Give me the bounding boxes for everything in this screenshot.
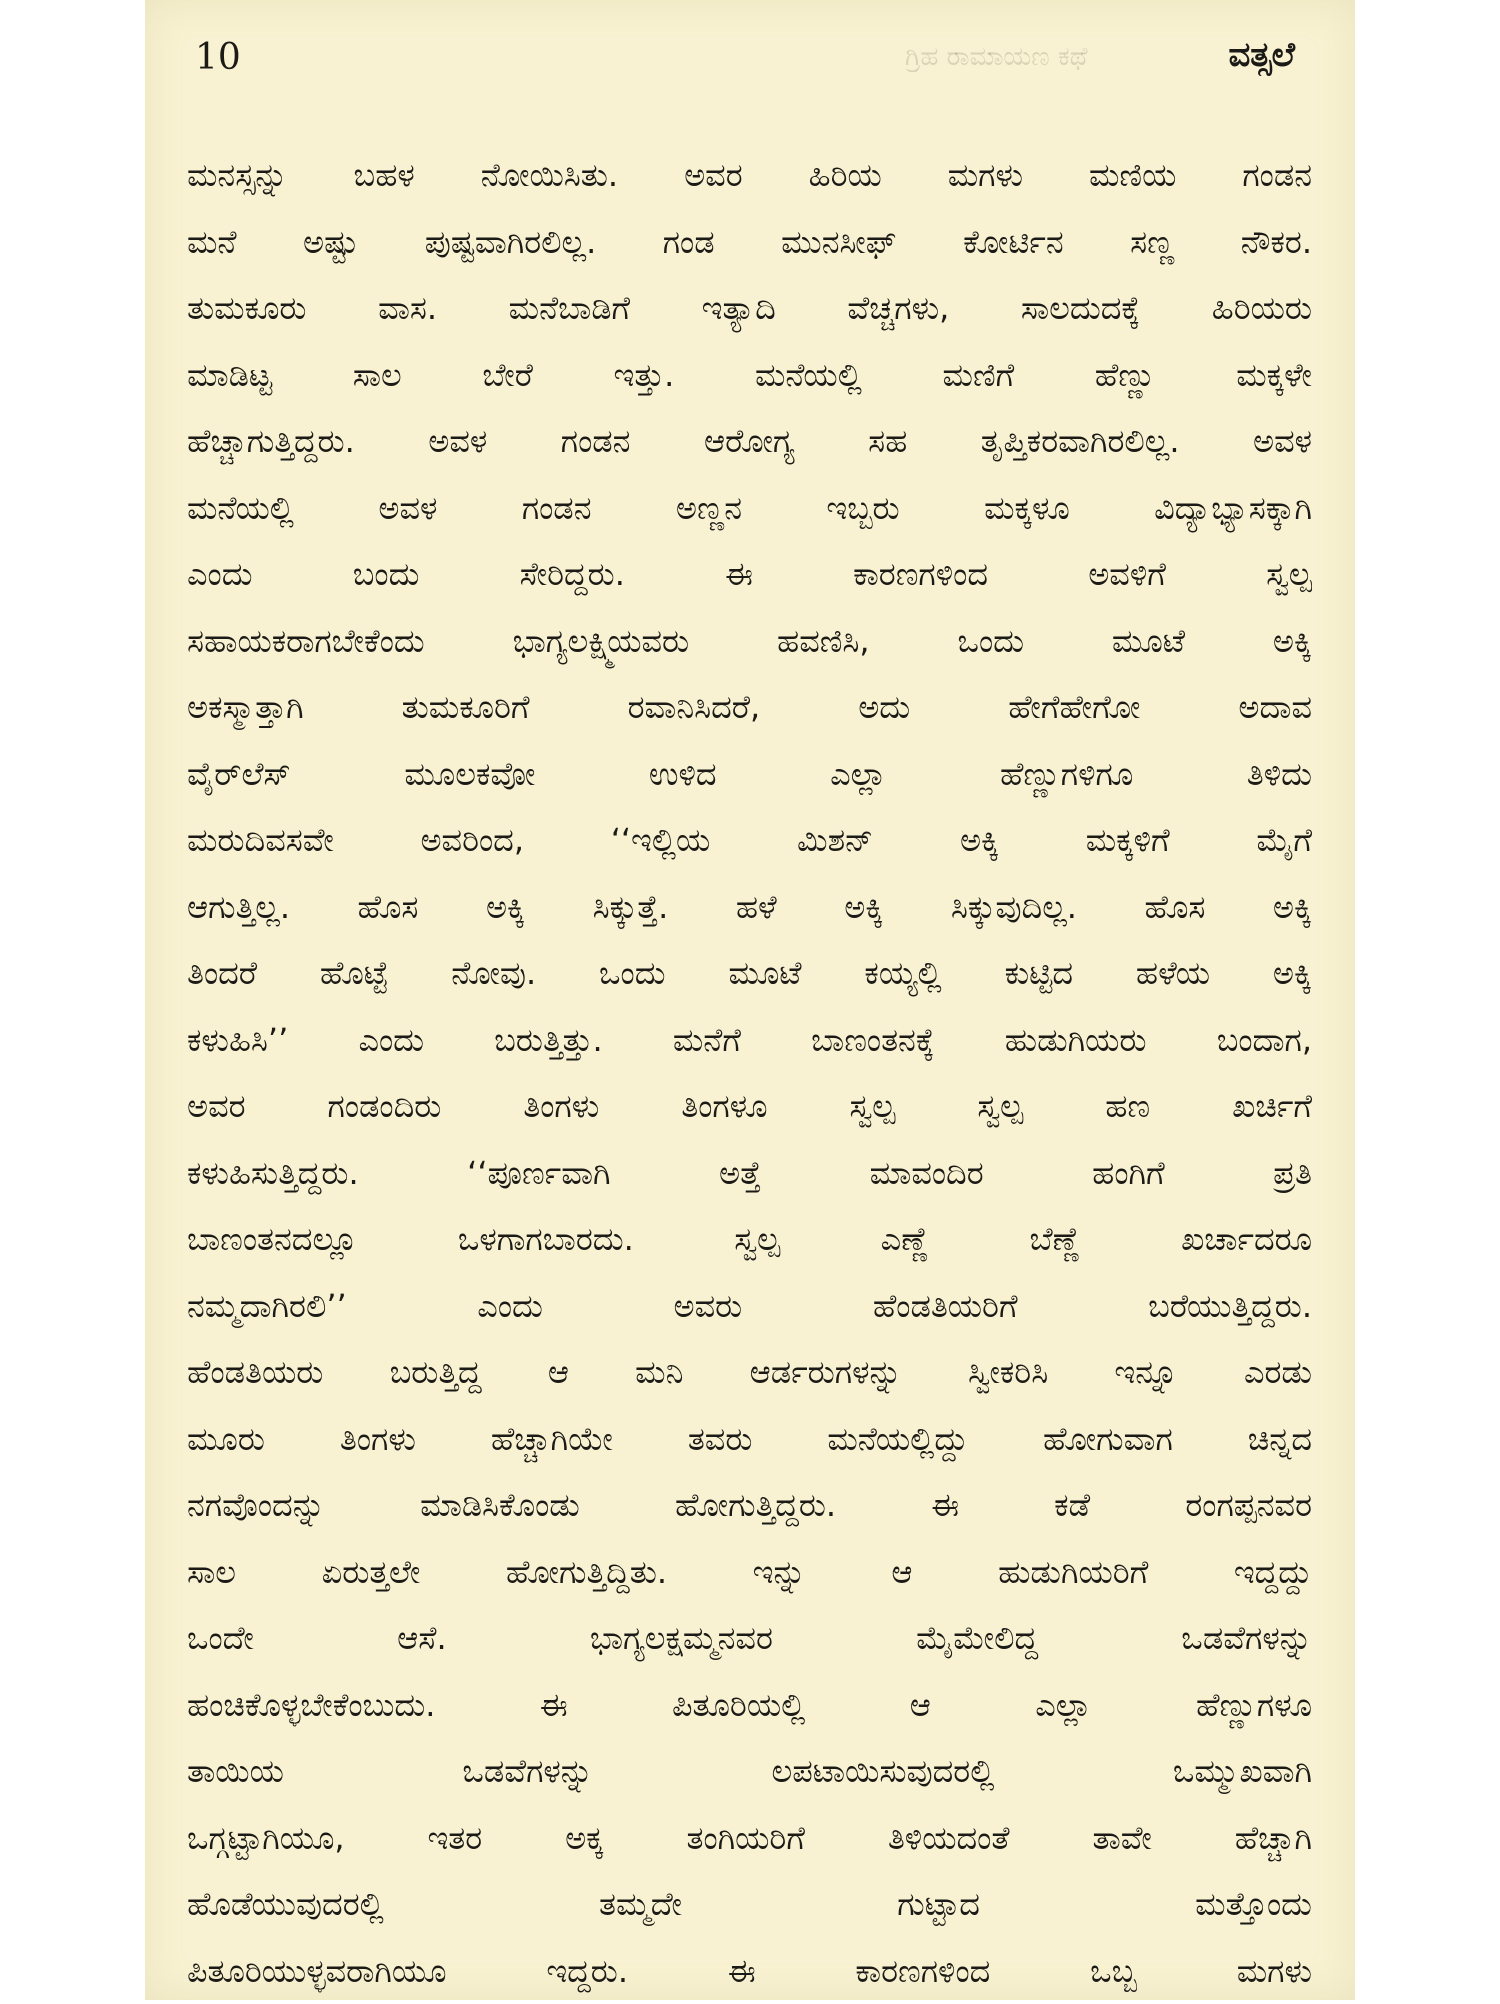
text-line: ಹಂಚಿಕೊಳ್ಳಬೇಕೆಂಬುದು. ಈ ಪಿತೂರಿಯಲ್ಲಿ ಆ ಎಲ್ಲಾ ಹೆಣ್ಣುಗಳೂ [187,1672,1312,1739]
text-line: ಹೊಡೆಯುವುದರಲ್ಲಿ ತಮ್ಮದೇ ಗುಟ್ಟಾದ ಮತ್ತೊಂದು [187,1871,1312,1938]
page-number: 10 [195,40,241,76]
text-line: ನಮ್ಮದಾಗಿರಲಿ’’ ಎಂದು ಅವರು ಹೆಂಡತಿಯರಿಗೆ ಬರೆಯುತ್ತಿದ್ದರು. [187,1273,1312,1340]
text-line: ತಾಯಿಯ ಒಡವೆಗಳನ್ನು ಲಪಟಾಯಿಸುವುದರಲ್ಲಿ ಒಮ್ಮುಖವಾಗಿ [187,1738,1312,1805]
text-line: ಎಂದು ಬಂದು ಸೇರಿದ್ದರು. ಈ ಕಾರಣಗಳಿಂದ ಅವಳಿಗೆ ಸ್ವಲ್ಪ [187,541,1312,608]
text-line: ಹೆಂಡತಿಯರು ಬರುತ್ತಿದ್ದ ಆ ಮನಿ ಆರ್ಡರುಗಳನ್ನು ಸ್ವೀಕರಿಸಿ ಇನ್ನೂ ಎರಡು [187,1339,1312,1406]
text-line: ವೈರ್‌ಲೆಸ್ ಮೂಲಕವೋ ಉಳಿದ ಎಲ್ಲಾ ಹೆಣ್ಣುಗಳಿಗೂ ತಿಳಿದು [187,741,1312,808]
text-line: ಒಂದೇ ಆಸೆ. ಭಾಗ್ಯಲಕ್ಷಮ್ಮನವರ ಮೈಮೇಲಿದ್ದ ಒಡವೆಗಳನ್ನು [187,1605,1312,1672]
body-text [187,142,1312,2004]
text-line: ಅಕಸ್ಮಾತ್ತಾಗಿ ತುಮಕೂರಿಗೆ ರವಾನಿಸಿದರೆ, ಅದು ಹೇಗೆಹೇಗೋ ಅದಾವ [187,674,1312,741]
text-line: ಮಾಡಿಟ್ಟ ಸಾಲ ಬೇರೆ ಇತ್ತು. ಮನೆಯಲ್ಲಿ ಮಣಿಗೆ ಹೆಣ್ಣು ಮಕ್ಕಳೇ [187,342,1312,409]
text-line: ಒಗ್ಗಟ್ಟಾಗಿಯೂ, ಇತರ ಅಕ್ಕ ತಂಗಿಯರಿಗೆ ತಿಳಿಯದಂತೆ ತಾವೇ ಹೆಚ್ಚಾಗಿ [187,1805,1312,1872]
text-line: ತಿಂದರೆ ಹೊಟ್ಟೆ ನೋವು. ಒಂದು ಮೂಟೆ ಕಯ್ಯಲ್ಲಿ ಕುಟ್ಟಿದ ಹಳೆಯ ಅಕ್ಕಿ [187,940,1312,1007]
text-line: ನಗವೊಂದನ್ನು ಮಾಡಿಸಿಕೊಂಡು ಹೋಗುತ್ತಿದ್ದರು. ಈ ಕಡೆ ರಂಗಪ್ಪನವರ [187,1472,1312,1539]
show-through-text: ಗ್ರಿಹ ರಾಮಾಯಣ ಕಥೆ [905,44,1185,72]
text-line: ಮೂರು ತಿಂಗಳು ಹೆಚ್ಚಾಗಿಯೇ ತವರು ಮನೆಯಲ್ಲಿದ್ದು ಹೋಗುವಾಗ ಚಿನ್ನದ [187,1406,1312,1473]
text-line: ಬಾಣಂತನದಲ್ಲೂ ಒಳಗಾಗಬಾರದು. ಸ್ವಲ್ಪ ಎಣ್ಣೆ ಬೆಣ್ಣೆ ಖರ್ಚಾದರೂ [187,1206,1312,1273]
text-line: ಮನೆ ಅಷ್ಟು ಪುಷ್ಟವಾಗಿರಲಿಲ್ಲ. ಗಂಡ ಮುನಸೀಫ್ ಕೋರ್ಟಿನ ಸಣ್ಣ ನೌಕರ. [187,209,1312,276]
text-line: ಪಿತೂರಿಯುಳ್ಳವರಾಗಿಯೂ ಇದ್ದರು. ಈ ಕಾರಣಗಳಿಂದ ಒಬ್ಬ ಮಗಳು [187,1938,1312,2004]
text-line: ಆಗುತ್ತಿಲ್ಲ. ಹೊಸ ಅಕ್ಕಿ ಸಿಕ್ಕುತ್ತೆ. ಹಳೆ ಅಕ್ಕಿ ಸಿಕ್ಕುವುದಿಲ್ಲ. ಹೊಸ ಅಕ್ಕಿ [187,874,1312,941]
text-line: ಹೆಚ್ಚಾಗುತ್ತಿದ್ದರು. ಅವಳ ಗಂಡನ ಆರೋಗ್ಯ ಸಹ ತೃಪ್ತಿಕರವಾಗಿರಲಿಲ್ಲ. ಅವಳ [187,408,1312,475]
running-title: ವತ್ಸಲೆ [1228,38,1295,72]
text-line: ಮನಸ್ಸನ್ನು ಬಹಳ ನೋಯಿಸಿತು. ಅವರ ಹಿರಿಯ ಮಗಳು ಮಣಿಯ ಗಂಡನ [187,142,1312,209]
text-line: ಕಳುಹಿಸಿ’’ ಎಂದು ಬರುತ್ತಿತ್ತು. ಮನೆಗೆ ಬಾಣಂತನಕ್ಕೆ ಹುಡುಗಿಯರು ಬಂದಾಗ, [187,1007,1312,1074]
text-line: ಸಹಾಯಕರಾಗಬೇಕೆಂದು ಭಾಗ್ಯಲಕ್ಷ್ಮಿಯವರು ಹವಣಿಸಿ, ಒಂದು ಮೂಟೆ ಅಕ್ಕಿ [187,608,1312,675]
text-line: ಅವರ ಗಂಡಂದಿರು ತಿಂಗಳು ತಿಂಗಳೂ ಸ್ವಲ್ಪ ಸ್ವಲ್ಪ ಹಣ ಖರ್ಚಿಗೆ [187,1073,1312,1140]
text-line: ತುಮಕೂರು ವಾಸ. ಮನೆಬಾಡಿಗೆ ಇತ್ಯಾದಿ ವೆಚ್ಚಗಳು, ಸಾಲದುದಕ್ಕೆ ಹಿರಿಯರು [187,275,1312,342]
text-line: ಸಾಲ ಏರುತ್ತಲೇ ಹೋಗುತ್ತಿದ್ದಿತು. ಇನ್ನು ಆ ಹುಡುಗಿಯರಿಗೆ ಇದ್ದದ್ದು [187,1539,1312,1606]
book-page [145,0,1355,2000]
text-line: ಮನೆಯಲ್ಲಿ ಅವಳ ಗಂಡನ ಅಣ್ಣನ ಇಬ್ಬರು ಮಕ್ಕಳೂ ವಿದ್ಯಾಭ್ಯಾಸಕ್ಕಾಗಿ [187,475,1312,542]
text-line: ಮರುದಿವಸವೇ ಅವರಿಂದ, ‘‘ಇಲ್ಲಿಯ ಮಿಶನ್ ಅಕ್ಕಿ ಮಕ್ಕಳಿಗೆ ಮೈಗೆ [187,807,1312,874]
page-header [145,0,1355,120]
text-line: ಕಳುಹಿಸುತ್ತಿದ್ದರು. ‘‘ಪೂರ್ಣವಾಗಿ ಅತ್ತೆ ಮಾವಂದಿರ ಹಂಗಿಗೆ ಪ್ರತಿ [187,1140,1312,1207]
